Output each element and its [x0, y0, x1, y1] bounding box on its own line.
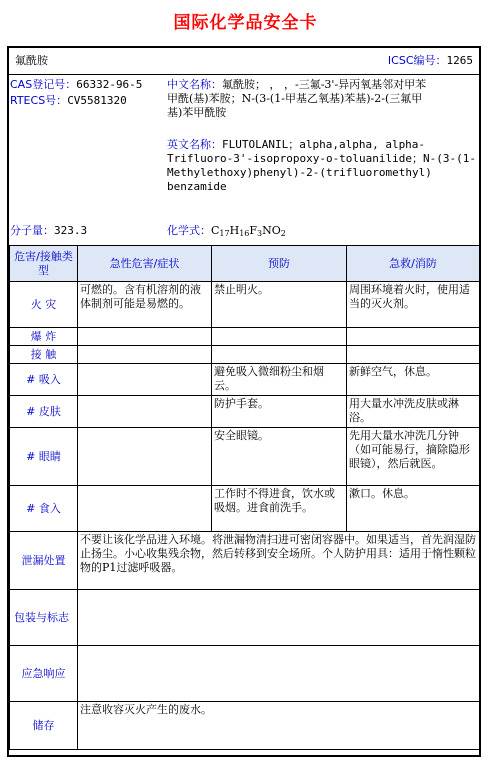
chinese-name-line: 甲酰(基)苯胺；N-(3-(1-甲基乙氧基)苯基)-2-(三氟甲 — [167, 92, 423, 105]
row-acute: 可燃的。含有机溶剂的液体制剂可能是易燃的。 — [78, 282, 212, 328]
row-prevention: 工作时不得进食，饮水或吸烟。进食前洗手。 — [212, 486, 347, 532]
chinese-name-block — [167, 78, 477, 120]
leak-label: 泄漏处置 — [10, 532, 78, 590]
rtecs-value: CV5581320 — [67, 94, 127, 107]
package-row — [10, 590, 480, 646]
table-row — [10, 428, 480, 486]
formula-c: C — [211, 224, 220, 237]
formula-h-count: 16 — [239, 229, 250, 238]
header-first-aid: 急救/消防 — [347, 246, 480, 282]
table-header-row — [10, 246, 480, 282]
english-name-label: 英文名称： — [167, 138, 222, 151]
emergency-text — [78, 646, 480, 702]
row-type: # 食入 — [10, 486, 78, 532]
cas-number — [10, 78, 142, 92]
row-type: 接 触 — [10, 346, 78, 364]
english-name-line: Trifluoro-3'-isopropoxy-o-toluanilide；N-(3-(1- — [167, 152, 477, 165]
molecular-weight — [10, 224, 87, 238]
rtecs-label: RTECS号： — [10, 94, 68, 107]
formula-c-count: 17 — [219, 229, 230, 238]
chinese-name-line: 氟酰胺； ， ，-三氟-3'-异丙氧基邻对甲苯 — [222, 78, 427, 91]
icsc-number — [388, 54, 473, 68]
chinese-name-label: 中文名称： — [167, 78, 222, 91]
cas-value: 66332-96-5 — [76, 78, 143, 91]
formula-h: H — [229, 224, 240, 237]
formula-label: 化学式： — [167, 224, 211, 237]
row-acute — [78, 364, 212, 396]
chinese-name-line: 基)苯甲酰胺 — [167, 106, 227, 119]
row-prevention — [212, 328, 347, 346]
row-first-aid — [347, 328, 480, 346]
row-prevention: 防护手套。 — [212, 396, 347, 428]
row-type: 爆 炸 — [10, 328, 78, 346]
package-text — [78, 590, 480, 646]
rtecs-number — [10, 94, 127, 108]
icsc-label: ICSC编号： — [387, 54, 447, 67]
row-first-aid — [347, 346, 480, 364]
table-row — [10, 396, 480, 428]
leak-text: 不要让该化学品进入环境。将泄漏物清扫进可密闭容器中。如果适当，首先润湿防止扬尘。小心收集残余物，然后转移到安全场所。个人防护用具：适用于惰性颗粒物的P1过滤呼吸器。 — [78, 532, 480, 590]
row-acute — [78, 346, 212, 364]
row-first-aid: 用大量水冲洗皮肤或淋浴。 — [347, 396, 480, 428]
molecular-weight-value: 323.3 — [54, 224, 88, 237]
row-prevention: 禁止明火。 — [212, 282, 347, 328]
emergency-row — [10, 646, 480, 702]
hazard-table — [9, 245, 480, 750]
table-row — [10, 346, 480, 364]
safety-card — [7, 46, 481, 757]
row-prevention: 避免吸入微细粉尘和烟云。 — [212, 364, 347, 396]
english-name-block — [167, 138, 477, 194]
chemical-formula — [167, 224, 286, 241]
formula-no: NO — [262, 224, 281, 237]
storage-row — [10, 702, 480, 750]
row-prevention — [212, 346, 347, 364]
card-title: 国际化学品安全卡 — [173, 13, 318, 33]
icsc-value: 1265 — [446, 54, 473, 67]
emergency-label: 应急响应 — [10, 646, 78, 702]
row-acute — [78, 396, 212, 428]
package-label: 包装与标志 — [10, 590, 78, 646]
molecular-weight-label: 分子量： — [10, 224, 54, 237]
english-name-line: Methylethoxy)phenyl)-2-(trifluoromethyl) — [167, 166, 432, 179]
header-acute: 急性危害/症状 — [78, 246, 212, 282]
chemical-name: 氟酰胺 — [15, 54, 48, 67]
row-acute — [78, 486, 212, 532]
storage-label: 储存 — [10, 702, 78, 750]
divider — [9, 74, 479, 75]
row-acute — [78, 428, 212, 486]
leak-row — [10, 532, 480, 590]
row-prevention: 安全眼镜。 — [212, 428, 347, 486]
english-name-line: benzamide — [167, 180, 227, 193]
row-acute — [78, 328, 212, 346]
formula-o-count: 2 — [280, 229, 286, 238]
header-prevention: 预防 — [212, 246, 347, 282]
row-first-aid: 漱口。休息。 — [347, 486, 480, 532]
row-first-aid: 先用大量水冲洗几分钟（如可能易行，摘除隐形眼镜），然后就医。 — [347, 428, 480, 486]
row-first-aid: 周围环境着火时，使用适当的灭火剂。 — [347, 282, 480, 328]
cas-label: CAS登记号： — [10, 78, 77, 91]
table-row — [10, 328, 480, 346]
storage-text: 注意收容灭火产生的废水。 — [78, 702, 480, 750]
english-name-line: FLUTOLANIL；alpha,alpha, alpha- — [222, 138, 426, 151]
formula-f: F — [249, 224, 258, 237]
table-row — [10, 282, 480, 328]
row-type: 火 灾 — [10, 282, 78, 328]
table-row — [10, 364, 480, 396]
table-row — [10, 486, 480, 532]
row-type: # 皮肤 — [10, 396, 78, 428]
header-hazard-type: 危害/接触类型 — [10, 246, 78, 282]
row-type: # 眼睛 — [10, 428, 78, 486]
formula-f-count: 3 — [257, 229, 263, 238]
row-type: # 吸入 — [10, 364, 78, 396]
row-first-aid: 新鲜空气，休息。 — [347, 364, 480, 396]
